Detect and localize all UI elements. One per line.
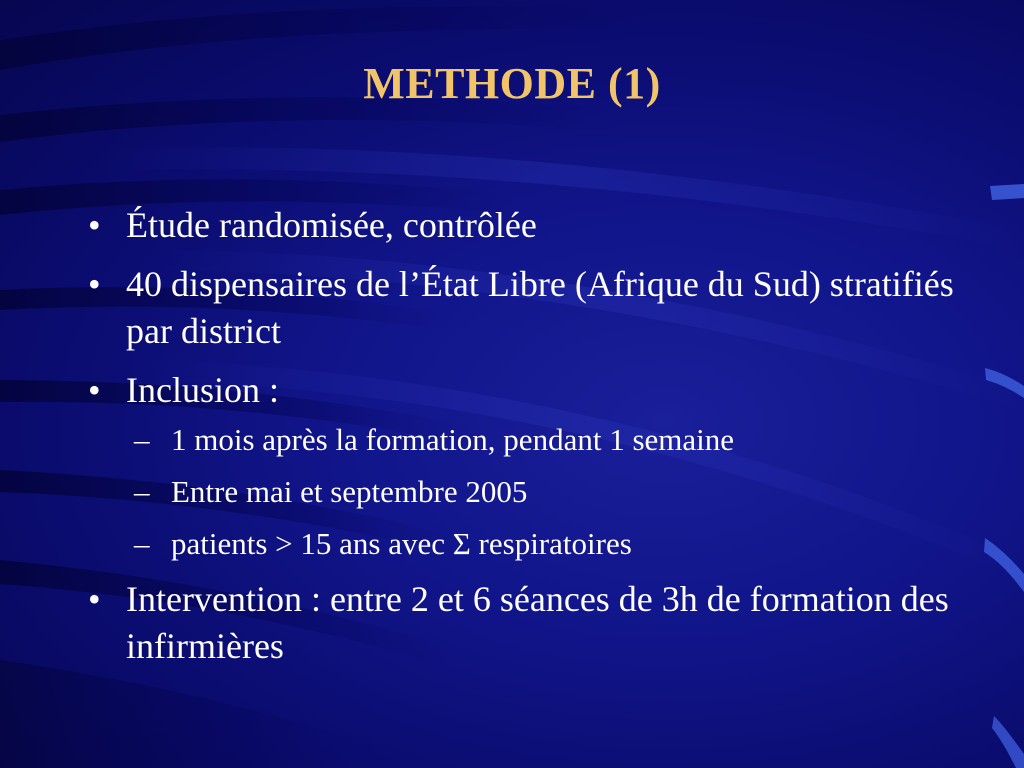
sub-bullet-text: 1 mois après la formation, pendant 1 semaine [171,422,735,457]
bullet-icon: • [88,579,101,619]
slide-content [88,202,968,682]
dash-icon: – [134,422,150,457]
sub-bullet-item [126,524,968,564]
dash-icon: – [134,526,150,561]
bullet-list [88,202,968,670]
bullet-icon: • [88,205,101,245]
bullet-text: 40 dispensaires de l’État Libre (Afrique du Sud) stratifiés par district [126,264,954,351]
sub-bullet-list [126,420,968,564]
sub-bullet-item [126,420,968,460]
bullet-text: Intervention : entre 2 et 6 séances de 3h de formation des infirmières [126,579,949,666]
slide-title: METHODE (1) [363,59,661,108]
bullet-item [88,576,968,670]
bullet-text: Inclusion : [126,370,279,410]
bullet-icon: • [88,264,101,304]
sub-bullet-item [126,472,968,512]
bullet-icon: • [88,370,101,410]
bullet-item [88,261,968,355]
bullet-text: Étude randomisée, contrôlée [126,205,537,245]
bullet-item [88,202,968,249]
dash-icon: – [134,474,150,509]
bullet-item [88,367,968,564]
sub-bullet-text: patients > 15 ans avec Σ respiratoires [171,526,632,561]
sub-bullet-text: Entre mai et septembre 2005 [171,474,528,509]
